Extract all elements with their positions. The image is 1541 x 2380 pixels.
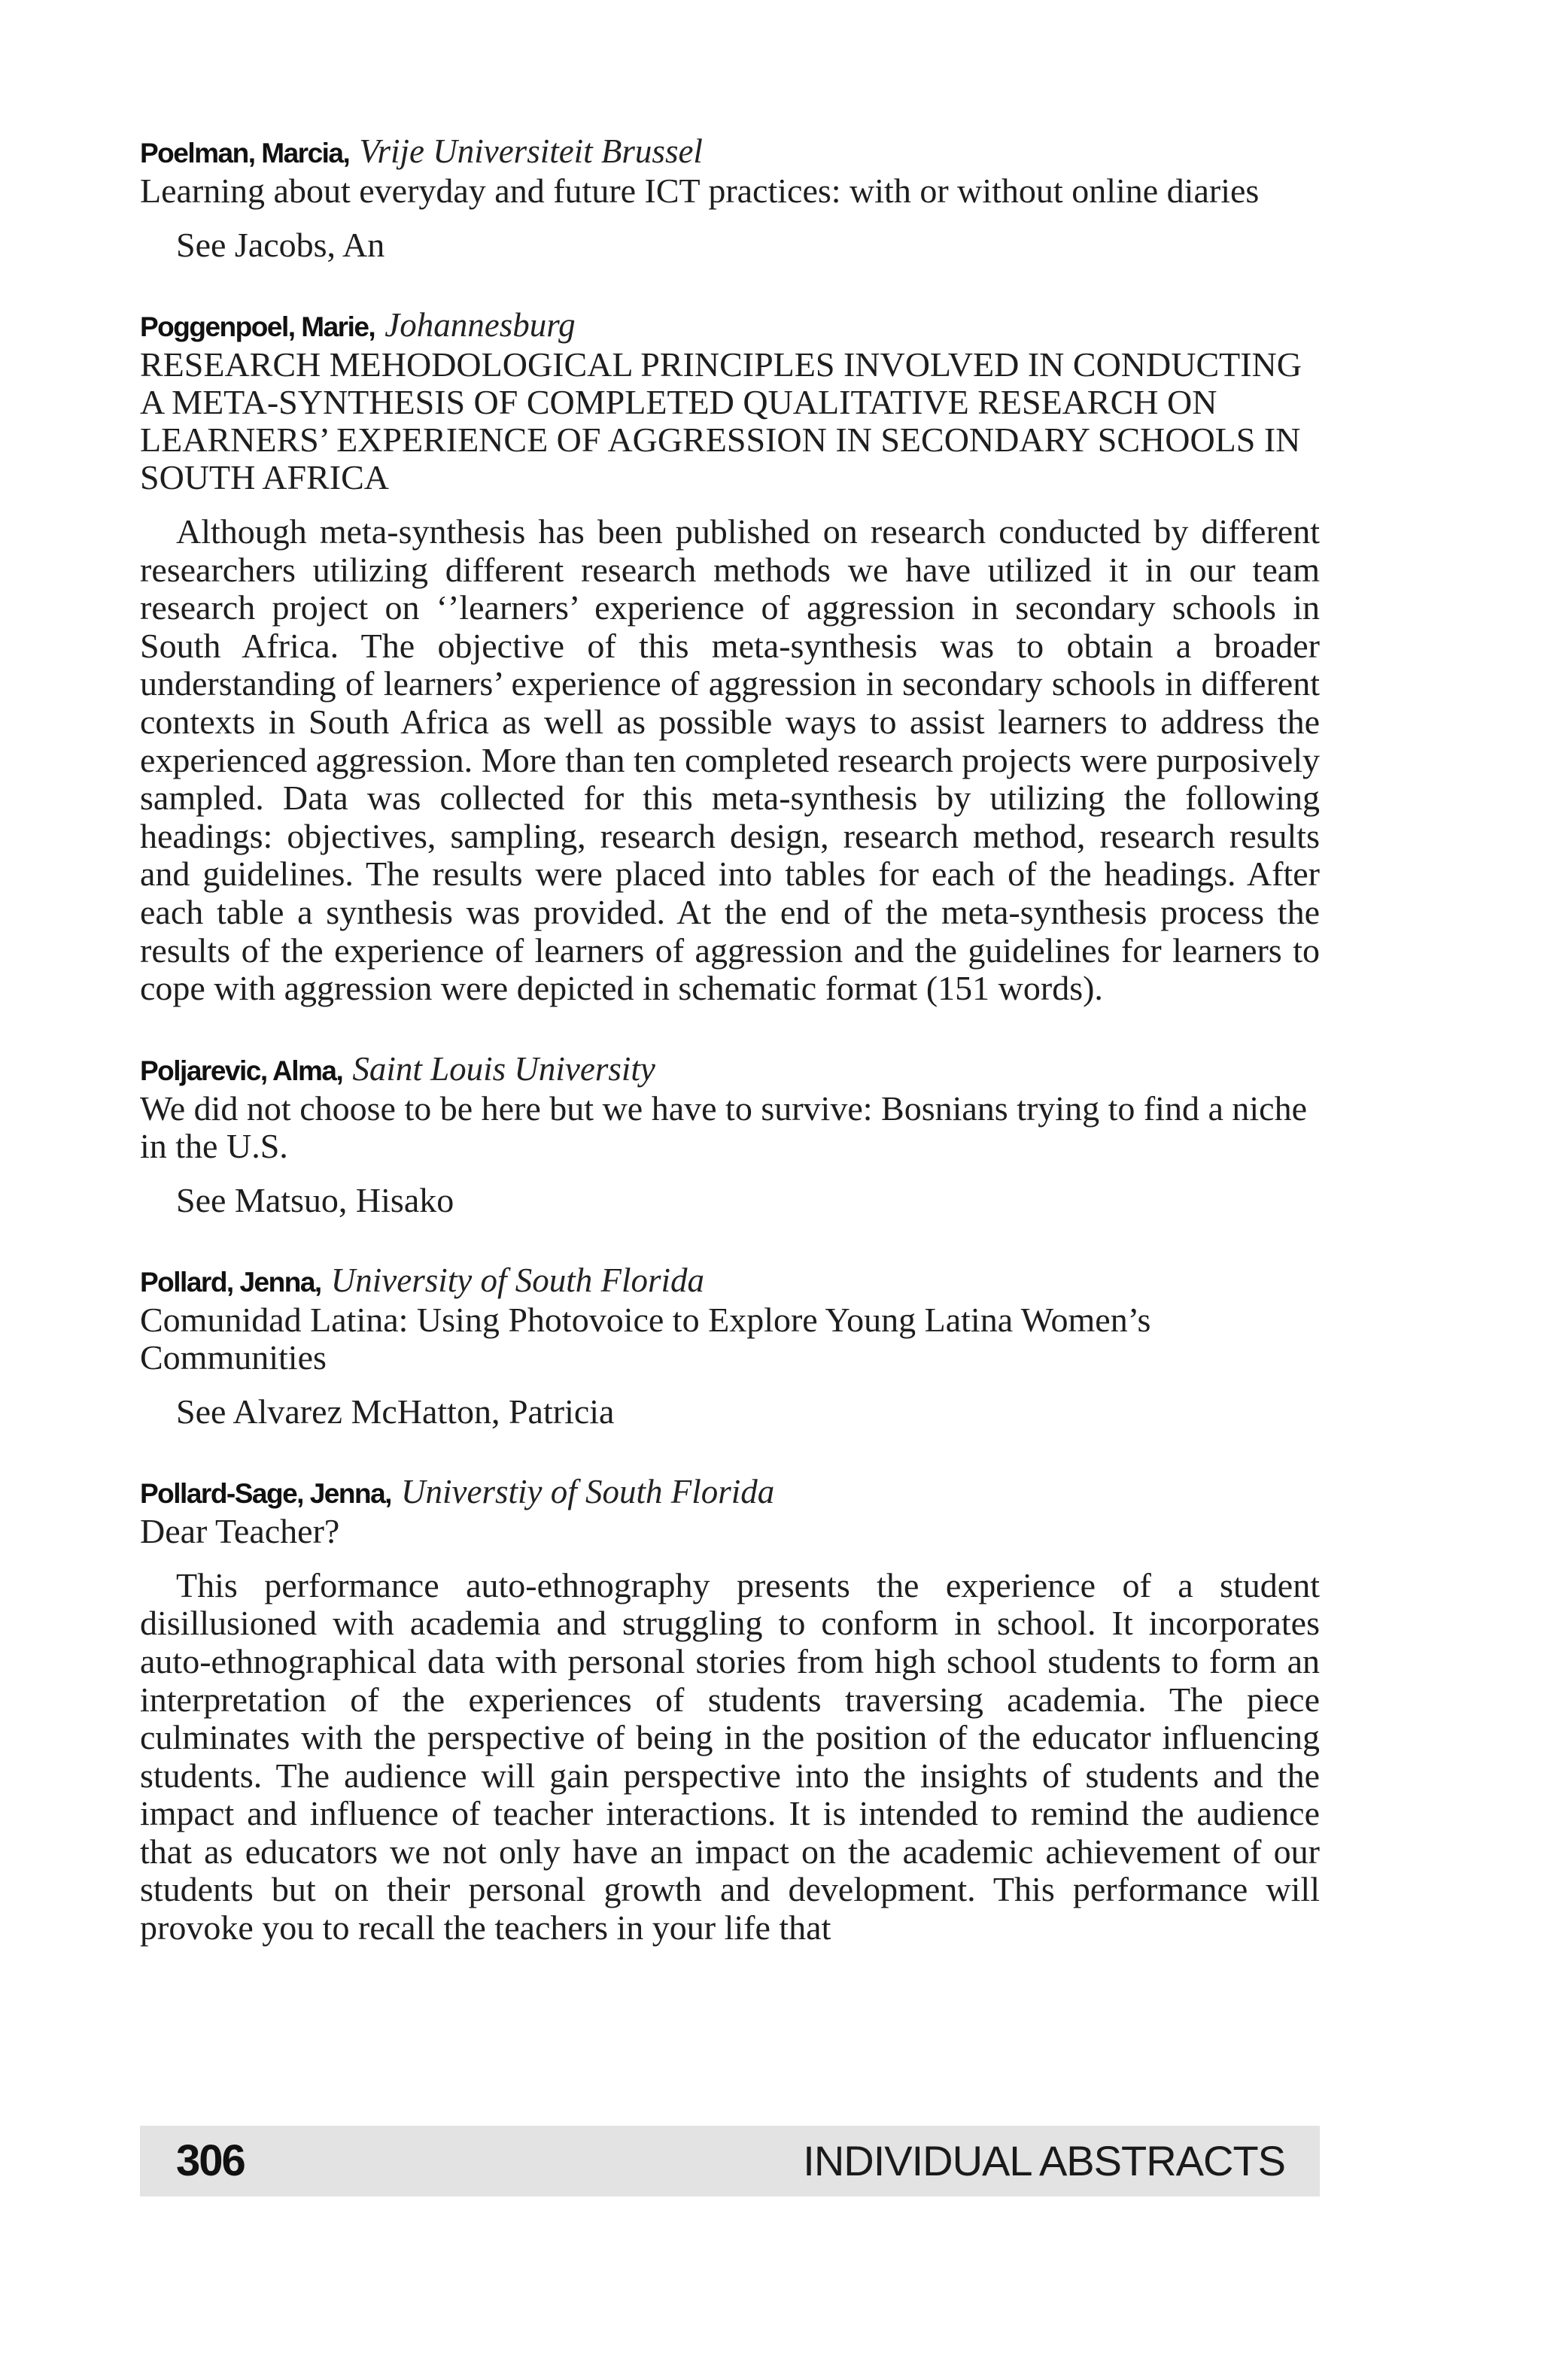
author-name: Poelman, Marcia, bbox=[140, 138, 350, 168]
entry-heading bbox=[140, 1050, 1320, 1090]
author-affiliation: Vrije Universiteit Brussel bbox=[359, 132, 703, 170]
author-affiliation: Johannesburg bbox=[384, 306, 576, 344]
cross-reference: See Matsuo, Hisako bbox=[176, 1180, 454, 1219]
page-footer bbox=[140, 2126, 1320, 2196]
abstract-title: RESEARCH MEHODOLOGICAL PRINCIPLES INVOLVED IN CONDUCTING A META-SYNTHESIS OF COMPLETED QUALITATIVE RESEARCH ON LEARNERS’ EXPERIENCE OF AGGRESSION IN SECONDARY SCHOOLS IN SOUTH AFRICA bbox=[140, 345, 1302, 496]
abstract-body: Although meta-synthesis has been published on research conducted by different researchers utilizing different research methods we have utilized it in our team research project on ‘’learners’ experience of aggression in secondary schools in South Africa. The objective of this meta-synthesis was to obtain a broader understanding of learners’ experience of aggression in secondary schools in different contexts in South Africa as well as possible ways to assist learners to address the experienced aggression. More than ten completed research projects were purposively sampled. Data was collected for this meta-synthesis by utilizing the following headings: objectives, sampling, research design, research method, research results and guidelines. The results were placed into tables for each of the headings. After each table a synthesis was provided. At the end of the meta-synthesis process the results of the experience of learners of aggression and the guidelines for learners to cope with aggression were depicted in schematic format (151 words). bbox=[140, 512, 1320, 1008]
section-title: INDIVIDUAL ABSTRACTS bbox=[803, 2137, 1285, 2184]
abstract-entry bbox=[140, 1050, 1320, 1219]
abstract-title: Dear Teacher? bbox=[140, 1511, 340, 1550]
abstract-entry bbox=[140, 132, 1320, 264]
abstract-title: Comunidad Latina: Using Photovoice to Explore Young Latina Women’s Communities bbox=[140, 1300, 1151, 1377]
abstract-entry bbox=[140, 1473, 1320, 1947]
entry-heading bbox=[140, 306, 1320, 346]
entry-heading bbox=[140, 1473, 1320, 1513]
author-name: Poljarevic, Alma, bbox=[140, 1055, 343, 1086]
cross-reference: See Jacobs, An bbox=[176, 226, 385, 264]
author-name: Poggenpoel, Marie, bbox=[140, 311, 375, 342]
abstract-title: Learning about everyday and future ICT practices: with or without online diaries bbox=[140, 172, 1260, 210]
abstract-body: This performance auto-ethnography presents the experience of a student disillusioned with academia and struggling to conform in school. It incorporates auto-ethnographical data with personal stories from high school students to form an interpretation of the experiences of students traversing academia. The piece culminates with the perspective of being in the position of the educator influencing students. The audience will gain perspective into the insights of students and the impact and influence of teacher interactions. It is intended to remind the audience that as educators we not only have an impact on the academic achievement of our students but on their personal growth and development. This performance will provoke you to recall the teachers in your life that bbox=[140, 1565, 1320, 1947]
abstract-entry bbox=[140, 306, 1320, 1008]
author-name: Pollard-Sage, Jenna, bbox=[140, 1477, 391, 1509]
abstract-title: We did not choose to be here but we have to survive: Bosnians trying to find a niche in the U.S. bbox=[140, 1088, 1307, 1165]
entry-heading bbox=[140, 1261, 1320, 1301]
abstract-entry bbox=[140, 1261, 1320, 1431]
author-affiliation: Universtiy of South Florida bbox=[401, 1472, 775, 1510]
author-affiliation: Saint Louis University bbox=[352, 1049, 655, 1088]
cross-reference: See Alvarez McHatton, Patricia bbox=[176, 1392, 615, 1431]
page-content bbox=[140, 132, 1320, 1947]
author-affiliation: University of South Florida bbox=[330, 1261, 704, 1299]
author-name: Pollard, Jenna, bbox=[140, 1266, 321, 1298]
entry-heading bbox=[140, 132, 1320, 172]
page-number: 306 bbox=[176, 2136, 245, 2185]
